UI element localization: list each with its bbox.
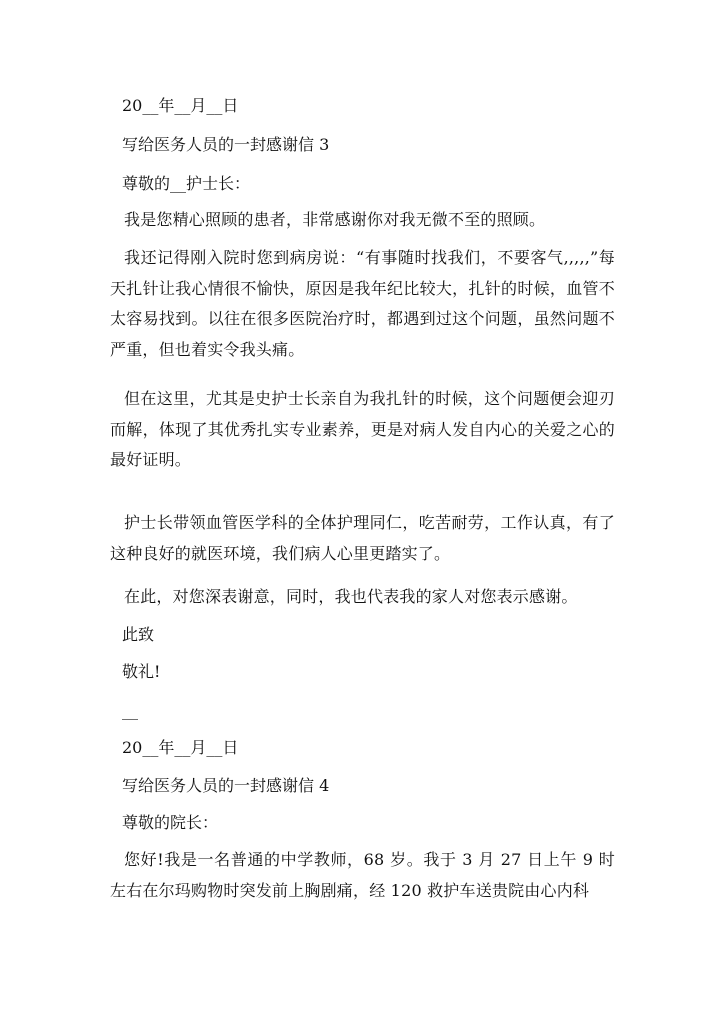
letter3-title: 写给医务人员的一封感谢信 3 bbox=[122, 135, 330, 154]
letter4-title: 写给医务人员的一封感谢信 4 bbox=[122, 776, 330, 795]
letter3-salutation: 尊敬的__护士长： bbox=[122, 174, 251, 193]
letter3-paragraph-4: 护士长带领血管医学科的全体护理同仁，吃苦耐劳，工作认真，有了这种良好的就医环境，我们病人心里更踏实了。 bbox=[110, 513, 615, 563]
letter3-paragraph-5: 在此，对您深表谢意，同时，我也代表我的家人对您表示感谢。 bbox=[124, 587, 578, 606]
letter4-salutation: 尊敬的院长： bbox=[122, 813, 219, 832]
letter3-date: 20__年__月__日 bbox=[122, 96, 239, 115]
letter3-paragraph-3: 但在这里，尤其是史护士长亲自为我扎针的时候，这个问题便会迎刃而解，体现了其优秀扎实专业素养，更是对病人发自内心的关爱之心的最好证明。 bbox=[110, 389, 615, 470]
letter3-signature-blank: __ bbox=[122, 701, 138, 720]
letter3-signature-date: 20__年__月__日 bbox=[122, 738, 239, 757]
letter3-paragraph-2: 我还记得刚入院时您到病房说：“有事随时找我们，不要客气,,,,,”每天扎针让我心情很不愉快，原因是我年纪比较大，扎针的时候，血管不太容易找到。以往在很多医院治疗时，都遇到过这个问题，虽然问题不严重，但也着实令我头痛。 bbox=[110, 248, 615, 360]
letter4-paragraph-1: 您好!我是一名普通的中学教师，68 岁。我于 3 月 27 日上午 9 时左右在尔玛购物时突发前上胸剧痛，经 120 救护车送贵院由心内科 bbox=[110, 850, 615, 900]
letter3-closing-2: 敬礼! bbox=[122, 662, 161, 681]
letter3-closing-1: 此致 bbox=[122, 625, 155, 644]
letter3-paragraph-1: 我是您精心照顾的患者，非常感谢你对我无微不至的照顾。 bbox=[124, 210, 546, 229]
